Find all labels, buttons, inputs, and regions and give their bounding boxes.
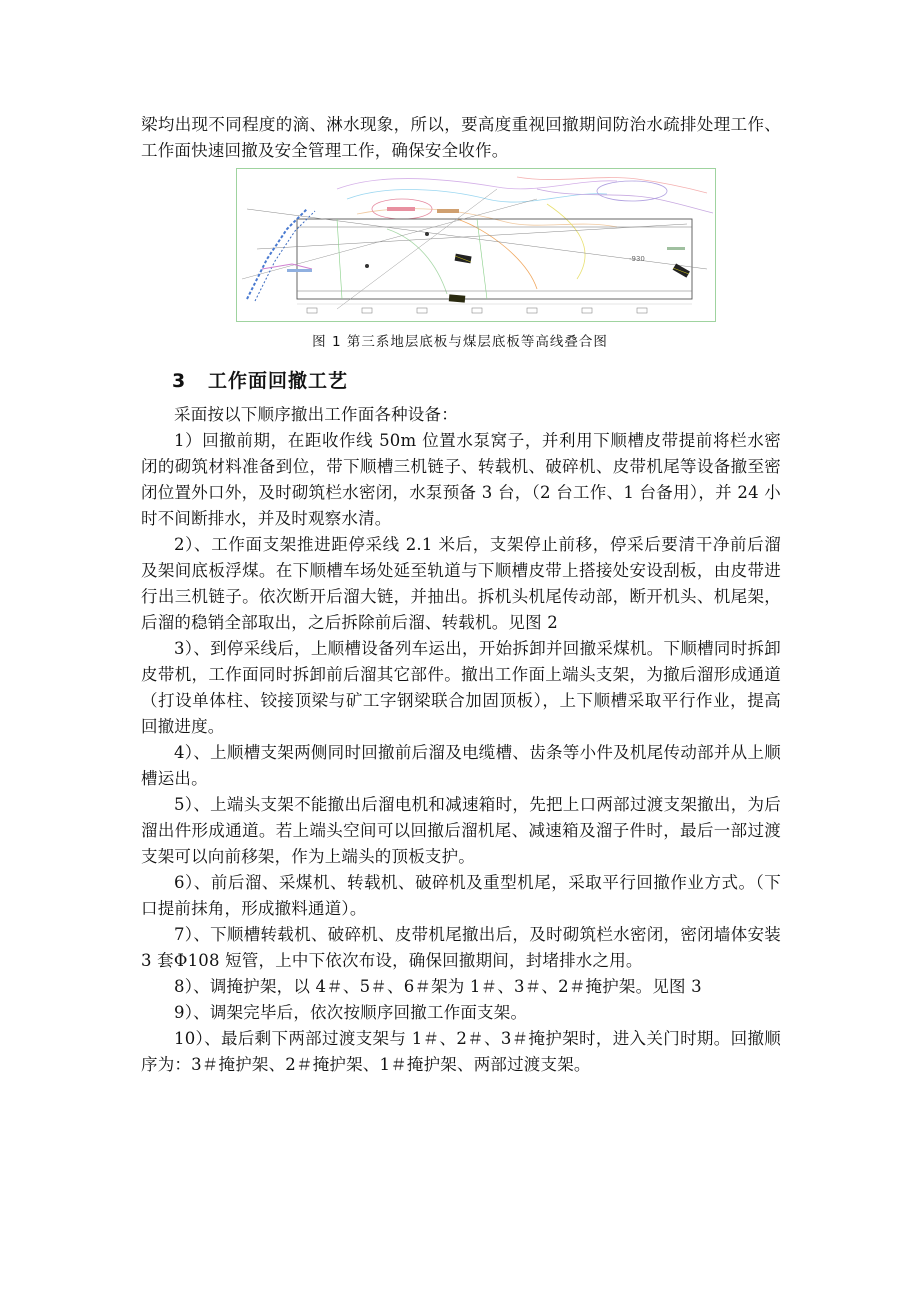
section-title: 工作面回撤工艺 <box>208 370 349 392</box>
section-body <box>141 402 781 1078</box>
body-paragraph: 3）、到停采线后，上顺槽设备列车运出，开始拆卸并回撤采煤机。下顺槽同时拆卸皮带机，工作面同时拆卸前后溜其它部件。撤出工作面上端头支架，为撤后溜形成通道（打设单体柱、铰接顶梁与矿工字钢梁联合加固顶板），上下顺槽采取平行作业，提高回撤进度。 <box>141 639 781 736</box>
intro-paragraph: 梁均出现不同程度的滴、淋水现象，所以，要高度重视回撤期间防治水疏排处理工作、工作面快速回撤及安全管理工作，确保安全收作。 <box>141 115 781 160</box>
body-paragraph: 10）、最后剩下两部过渡支架与 1＃、2＃、3＃掩护架时，进入关门时期。回撤顺序为：3＃掩护架、2＃掩护架、1＃掩护架、两部过渡支架。 <box>141 1029 781 1074</box>
body-paragraph: 4）、上顺槽支架两侧同时回撤前后溜及电缆槽、齿条等小件及机尾传动部并从上顺槽运出。 <box>141 743 781 788</box>
body-paragraph: 8）、调掩护架，以 4＃、5＃、6＃架为 1＃、3＃、2＃掩护架。见图 3 <box>174 977 702 996</box>
section-heading <box>172 366 348 393</box>
contour-map-drawing <box>237 169 715 321</box>
body-paragraph: 6）、前后溜、采煤机、转载机、破碎机及重型机尾，采取平行回撤作业方式。（下口提前抹角，形成撤料通道）。 <box>141 873 781 918</box>
body-paragraph: 2）、工作面支架推进距停采线 2.1 米后，支架停止前移，停采后要清干净前后溜及架间底板浮煤。在下顺槽车场处延至轨道与下顺槽皮带上搭接处安设刮板，由皮带进行出三机链子。依次断开后溜大链，并抽出。拆机头机尾传动部，断开机头、机尾架，后溜的稳销全部取出，之后拆除前后溜、转载机。见图 2 <box>141 535 781 632</box>
body-paragraph: 1）回撤前期，在距收作线 50m 位置水泵窝子，并利用下顺槽皮带提前将栏水密闭的砌筑材料准备到位，带下顺槽三机链子、转载机、破碎机、皮带机尾等设备撤至密闭位置外口外，及时砌筑栏水密闭，水泵预备 3 台，（2 台工作、1 台备用），并 24 小时不间断排水，并及时观察水清。 <box>141 431 781 528</box>
body-paragraph: 5）、上端头支架不能撤出后溜电机和减速箱时，先把上口两部过渡支架撤出，为后溜出件形成通道。若上端头空间可以回撤后溜机尾、减速箱及溜子件时，最后一部过渡支架可以向前移架，作为上端头的顶板支护。 <box>141 795 781 866</box>
body-paragraph: 采面按以下顺序撤出工作面各种设备： <box>174 405 458 424</box>
body-paragraph: 7）、下顺槽转载机、破碎机、皮带机尾撤出后，及时砌筑栏水密闭，密闭墙体安装 3 套Φ108 短管，上中下依次布设，确保回撤期间，封堵排水之用。 <box>141 925 781 970</box>
body-paragraph: 9）、调架完毕后，依次按顺序回撤工作面支架。 <box>174 1003 528 1022</box>
contour-value-label: -930 <box>629 255 645 263</box>
section-number: 3 <box>172 370 187 392</box>
contour-map-figure <box>236 168 716 322</box>
figure-caption: 图 1 第三系地层底板与煤层底板等高线叠合图 <box>312 334 608 350</box>
